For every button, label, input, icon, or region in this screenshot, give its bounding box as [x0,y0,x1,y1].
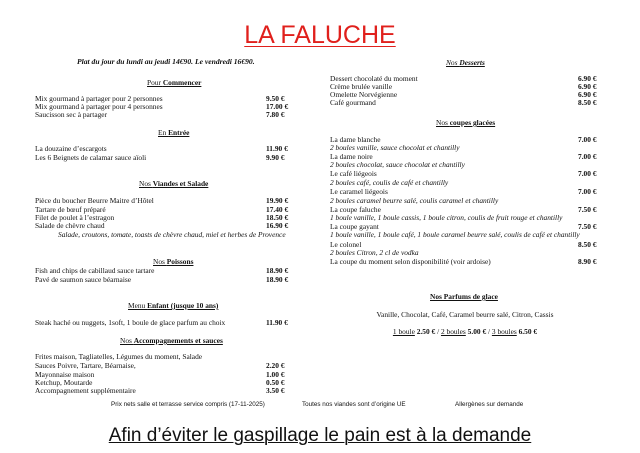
menu-item: La coupe faluche [330,205,381,214]
price: 8.50 € [578,98,597,107]
menu-item: Filet de poulet à l’estragon [35,213,115,222]
heading-poissons: Nos Poissons [153,257,194,266]
price: 7.00 € [578,135,597,144]
menu-item: Omelette Norvégienne [330,90,398,99]
menu-item: Pavé de saumon sauce béarnaise [35,275,132,284]
item-description: Salade, croutons, tomate, toasts de chèvre chaud, miel et herbes de Provence [58,230,286,239]
price: 16.90 € [266,221,289,230]
price: 3.50 € [266,386,285,395]
price: 7.00 € [578,187,597,196]
price: 1.00 € [266,370,285,379]
price: 8.50 € [578,240,597,249]
menu-item: Crème brulée vanille [330,82,392,91]
plat-du-jour: Plat du jour du lundi au jeudi 14€90. Le vendredi 16€90. [77,57,255,66]
price: 7.00 € [578,152,597,161]
heading-coupes: Nos coupes glacées [436,118,496,127]
price: 7.50 € [578,205,597,214]
heading-enfant: Menu Enfant (jusque 10 ans) [128,301,219,310]
menu-item: La coupe gayant [330,222,379,231]
heading-parfums: Nos Parfums de glace [430,292,498,301]
heading-accompagnements: Nos Accompagnements et sauces [120,336,223,345]
menu-item: Steak haché ou nuggets, 1soft, 1 boule de glace parfum au choix [35,318,226,327]
menu-item: Pièce du boucher Beurre Maitre d’Hôtel [35,196,154,205]
menu-item: La coupe du moment selon disponibilité (voir ardoise) [330,257,491,266]
price: 7.00 € [578,169,597,178]
boules-prices: 1 boule 2.50 € / 2 boules 5.00 € / 3 boules 6.50 € [392,327,538,336]
price: 7.80 € [266,110,285,119]
price: 6.90 € [578,82,597,91]
menu-item: Tartare de bœuf préparé [35,205,106,214]
menu-item: La dame noire [330,152,373,161]
menu-item: Accompagnement supplémentaire [35,386,136,395]
menu-item: Le colonel [330,240,362,249]
menu-item: Dessert chocolaté du moment [330,74,418,83]
menu-item: Mayonnaise maison [35,370,95,379]
heading-desserts: Nos Desserts [446,58,485,67]
heading-entree: En Entrée [158,128,190,137]
price: 18.90 € [266,275,289,284]
item-description: 2 boules caramel beurre salé, coulis caramel et chantilly [330,196,499,205]
price: 19.90 € [266,196,289,205]
menu-item: Café gourmand [330,98,376,107]
menu-item: Salade de chèvre chaud [35,221,105,230]
accompagnements-list: Frites maison, Tagliatelles, Légumes du moment, Salade [35,352,203,361]
heading-viandes: Nos Viandes et Salade [139,179,209,188]
menu-item: Saucisson sec à partager [35,110,108,119]
price: 9.90 € [266,153,285,162]
price: 7.50 € [578,222,597,231]
parfums-list: Vanille, Chocolat, Café, Caramel beurre salé, Citron, Cassis [376,310,554,319]
item-description: 2 boules chocolat, sauce chocolat et chantilly [330,160,465,169]
menu-item: Les 6 Beignets de calamar sauce aïoli [35,153,147,162]
menu-item: Mix gourmand à partager pour 4 personnes [35,102,163,111]
menu-item: La dame blanche [330,135,381,144]
price: 9.50 € [266,94,285,103]
price: 18.50 € [266,213,289,222]
price: 17.00 € [266,102,289,111]
item-description: 2 boules vanille, sauce chocolat et chantilly [330,143,460,152]
menu-item: Fish and chips de cabillaud sauce tartare [35,266,155,275]
bread-notice: Afin d’éviter le gaspillage le pain est à la demande [108,425,532,446]
price: 2.20 € [266,361,285,370]
price: 6.90 € [578,90,597,99]
menu-item: Le caramel liégeois [330,187,388,196]
price: 6.90 € [578,74,597,83]
menu-item: Le café liégeois [330,169,377,178]
price: 8.90 € [578,257,597,266]
price: 17.40 € [266,205,289,214]
menu-item: Mix gourmand à partager pour 2 personnes [35,94,163,103]
footer-viandes: Toutes nos viandes sont d’origine UE [302,401,406,408]
item-description: 1 boule vanille, 1 boule cassis, 1 boule citron, coulis de fruit rouge et chantilly [330,213,563,222]
menu-item: Sauces Poivre, Tartare, Béarnaise, [35,361,136,370]
menu-item: La douzaine d’escargots [35,144,107,153]
price: 11.90 € [266,318,288,327]
footer-prix: Prix nets salle et terrasse service compris (17-11-2025) [111,401,265,408]
item-description: 2 boules Citron, 2 cl de vodka [330,248,419,257]
heading-commencer: Pour Commencer [147,78,202,87]
restaurant-title: LA FALUCHE [244,21,396,49]
footer-allergenes: Allergènes sur demande [455,401,524,408]
price: 0.50 € [266,378,285,387]
item-description: 1 boule vanille, 1 boule café, 1 boule caramel beurre salé, coulis de café et chantilly [330,230,580,239]
price: 11.90 € [266,144,288,153]
price: 18.90 € [266,266,289,275]
menu-item: Ketchup, Moutarde [35,378,93,387]
item-description: 2 boules café, coulis de café et chantilly [330,178,449,187]
